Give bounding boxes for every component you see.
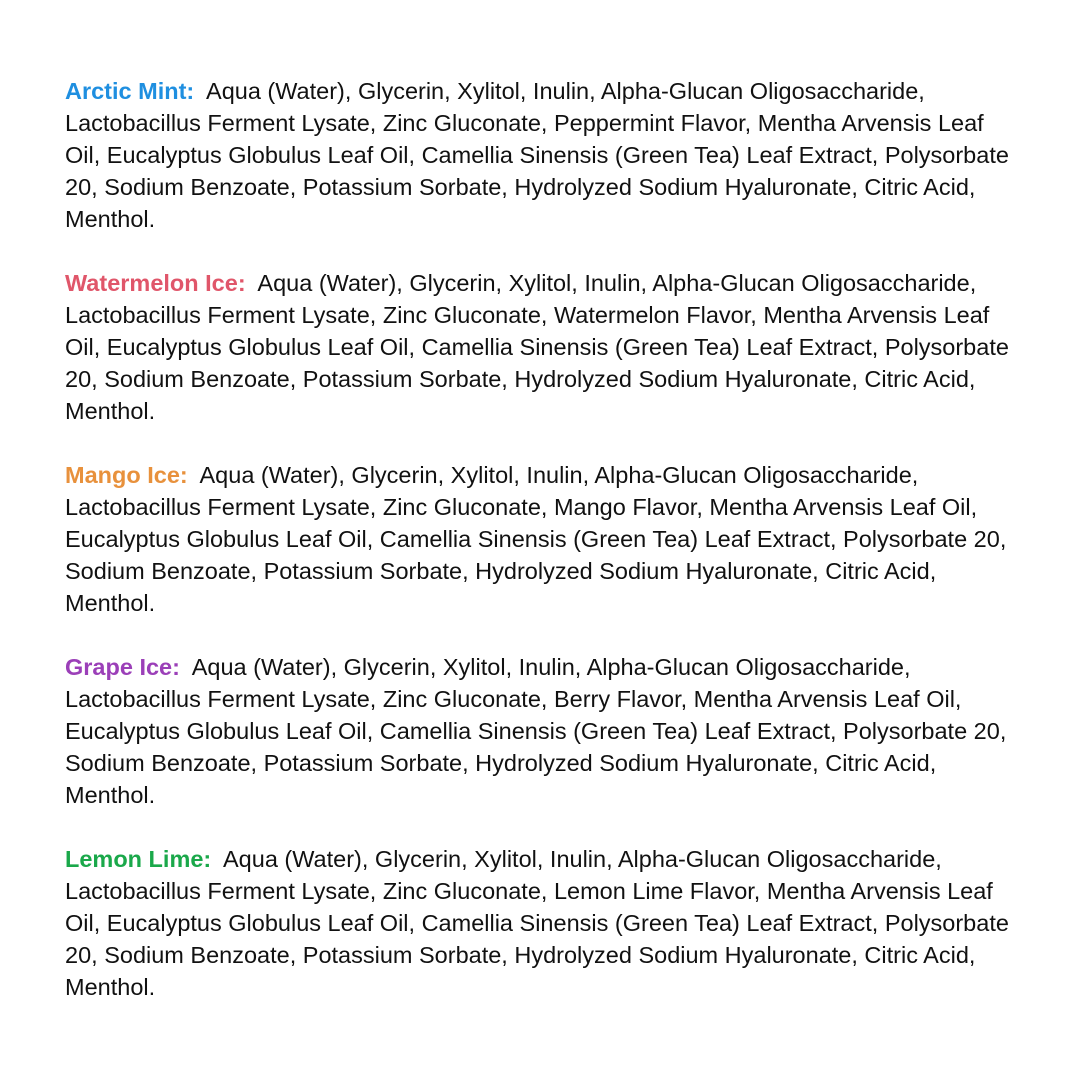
flavor-name-grape-ice: Grape Ice: xyxy=(65,654,180,680)
flavor-name-mango-ice: Mango Ice: xyxy=(65,462,188,488)
flavor-grape-ice xyxy=(65,651,1025,811)
ingredients-lemon-lime: Aqua (Water), Glycerin, Xylitol, Inulin, Alpha-Glucan Oligosaccharide, Lactobacillus Ferment Lysate, Zinc Gluconate, Lemon Lime Flavor, Mentha Arvensis Leaf Oil, Eucalyptus Globulus Leaf Oil, Camellia Sinensis (Green Tea) Leaf Extract, Polysorbate 20, Sodium Benzoate, Potassium Sorbate, Hydrolyzed Sodium Hyaluronate, Citric Acid, Menthol. xyxy=(65,846,1009,1000)
ingredients-arctic-mint: Aqua (Water), Glycerin, Xylitol, Inulin, Alpha-Glucan Oligosaccharide, Lactobacillus Ferment Lysate, Zinc Gluconate, Peppermint Flavor, Mentha Arvensis Leaf Oil, Eucalyptus Globulus Leaf Oil, Camellia Sinensis (Green Tea) Leaf Extract, Polysorbate 20, Sodium Benzoate, Potassium Sorbate, Hydrolyzed Sodium Hyaluronate, Citric Acid, Menthol. xyxy=(65,78,1009,232)
ingredients-mango-ice: Aqua (Water), Glycerin, Xylitol, Inulin, Alpha-Glucan Oligosaccharide, Lactobacillus Ferment Lysate, Zinc Gluconate, Mango Flavor, Mentha Arvensis Leaf Oil, Eucalyptus Globulus Leaf Oil, Camellia Sinensis (Green Tea) Leaf Extract, Polysorbate 20, Sodium Benzoate, Potassium Sorbate, Hydrolyzed Sodium Hyaluronate, Citric Acid, Menthol. xyxy=(65,462,1007,616)
flavor-lemon-lime xyxy=(65,843,1025,1003)
flavor-arctic-mint xyxy=(65,75,1025,235)
flavor-name-lemon-lime: Lemon Lime: xyxy=(65,846,212,872)
ingredients-watermelon-ice: Aqua (Water), Glycerin, Xylitol, Inulin, Alpha-Glucan Oligosaccharide, Lactobacillus Ferment Lysate, Zinc Gluconate, Watermelon Flavor, Mentha Arvensis Leaf Oil, Eucalyptus Globulus Leaf Oil, Camellia Sinensis (Green Tea) Leaf Extract, Polysorbate 20, Sodium Benzoate, Potassium Sorbate, Hydrolyzed Sodium Hyaluronate, Citric Acid, Menthol. xyxy=(65,270,1009,424)
flavor-name-watermelon-ice: Watermelon Ice: xyxy=(65,270,246,296)
ingredients-grape-ice: Aqua (Water), Glycerin, Xylitol, Inulin, Alpha-Glucan Oligosaccharide, Lactobacillus Ferment Lysate, Zinc Gluconate, Berry Flavor, Mentha Arvensis Leaf Oil, Eucalyptus Globulus Leaf Oil, Camellia Sinensis (Green Tea) Leaf Extract, Polysorbate 20, Sodium Benzoate, Potassium Sorbate, Hydrolyzed Sodium Hyaluronate, Citric Acid, Menthol. xyxy=(65,654,1007,808)
flavor-mango-ice xyxy=(65,459,1025,619)
ingredients-list xyxy=(65,75,1025,1035)
flavor-watermelon-ice xyxy=(65,267,1025,427)
flavor-name-arctic-mint: Arctic Mint: xyxy=(65,78,195,104)
